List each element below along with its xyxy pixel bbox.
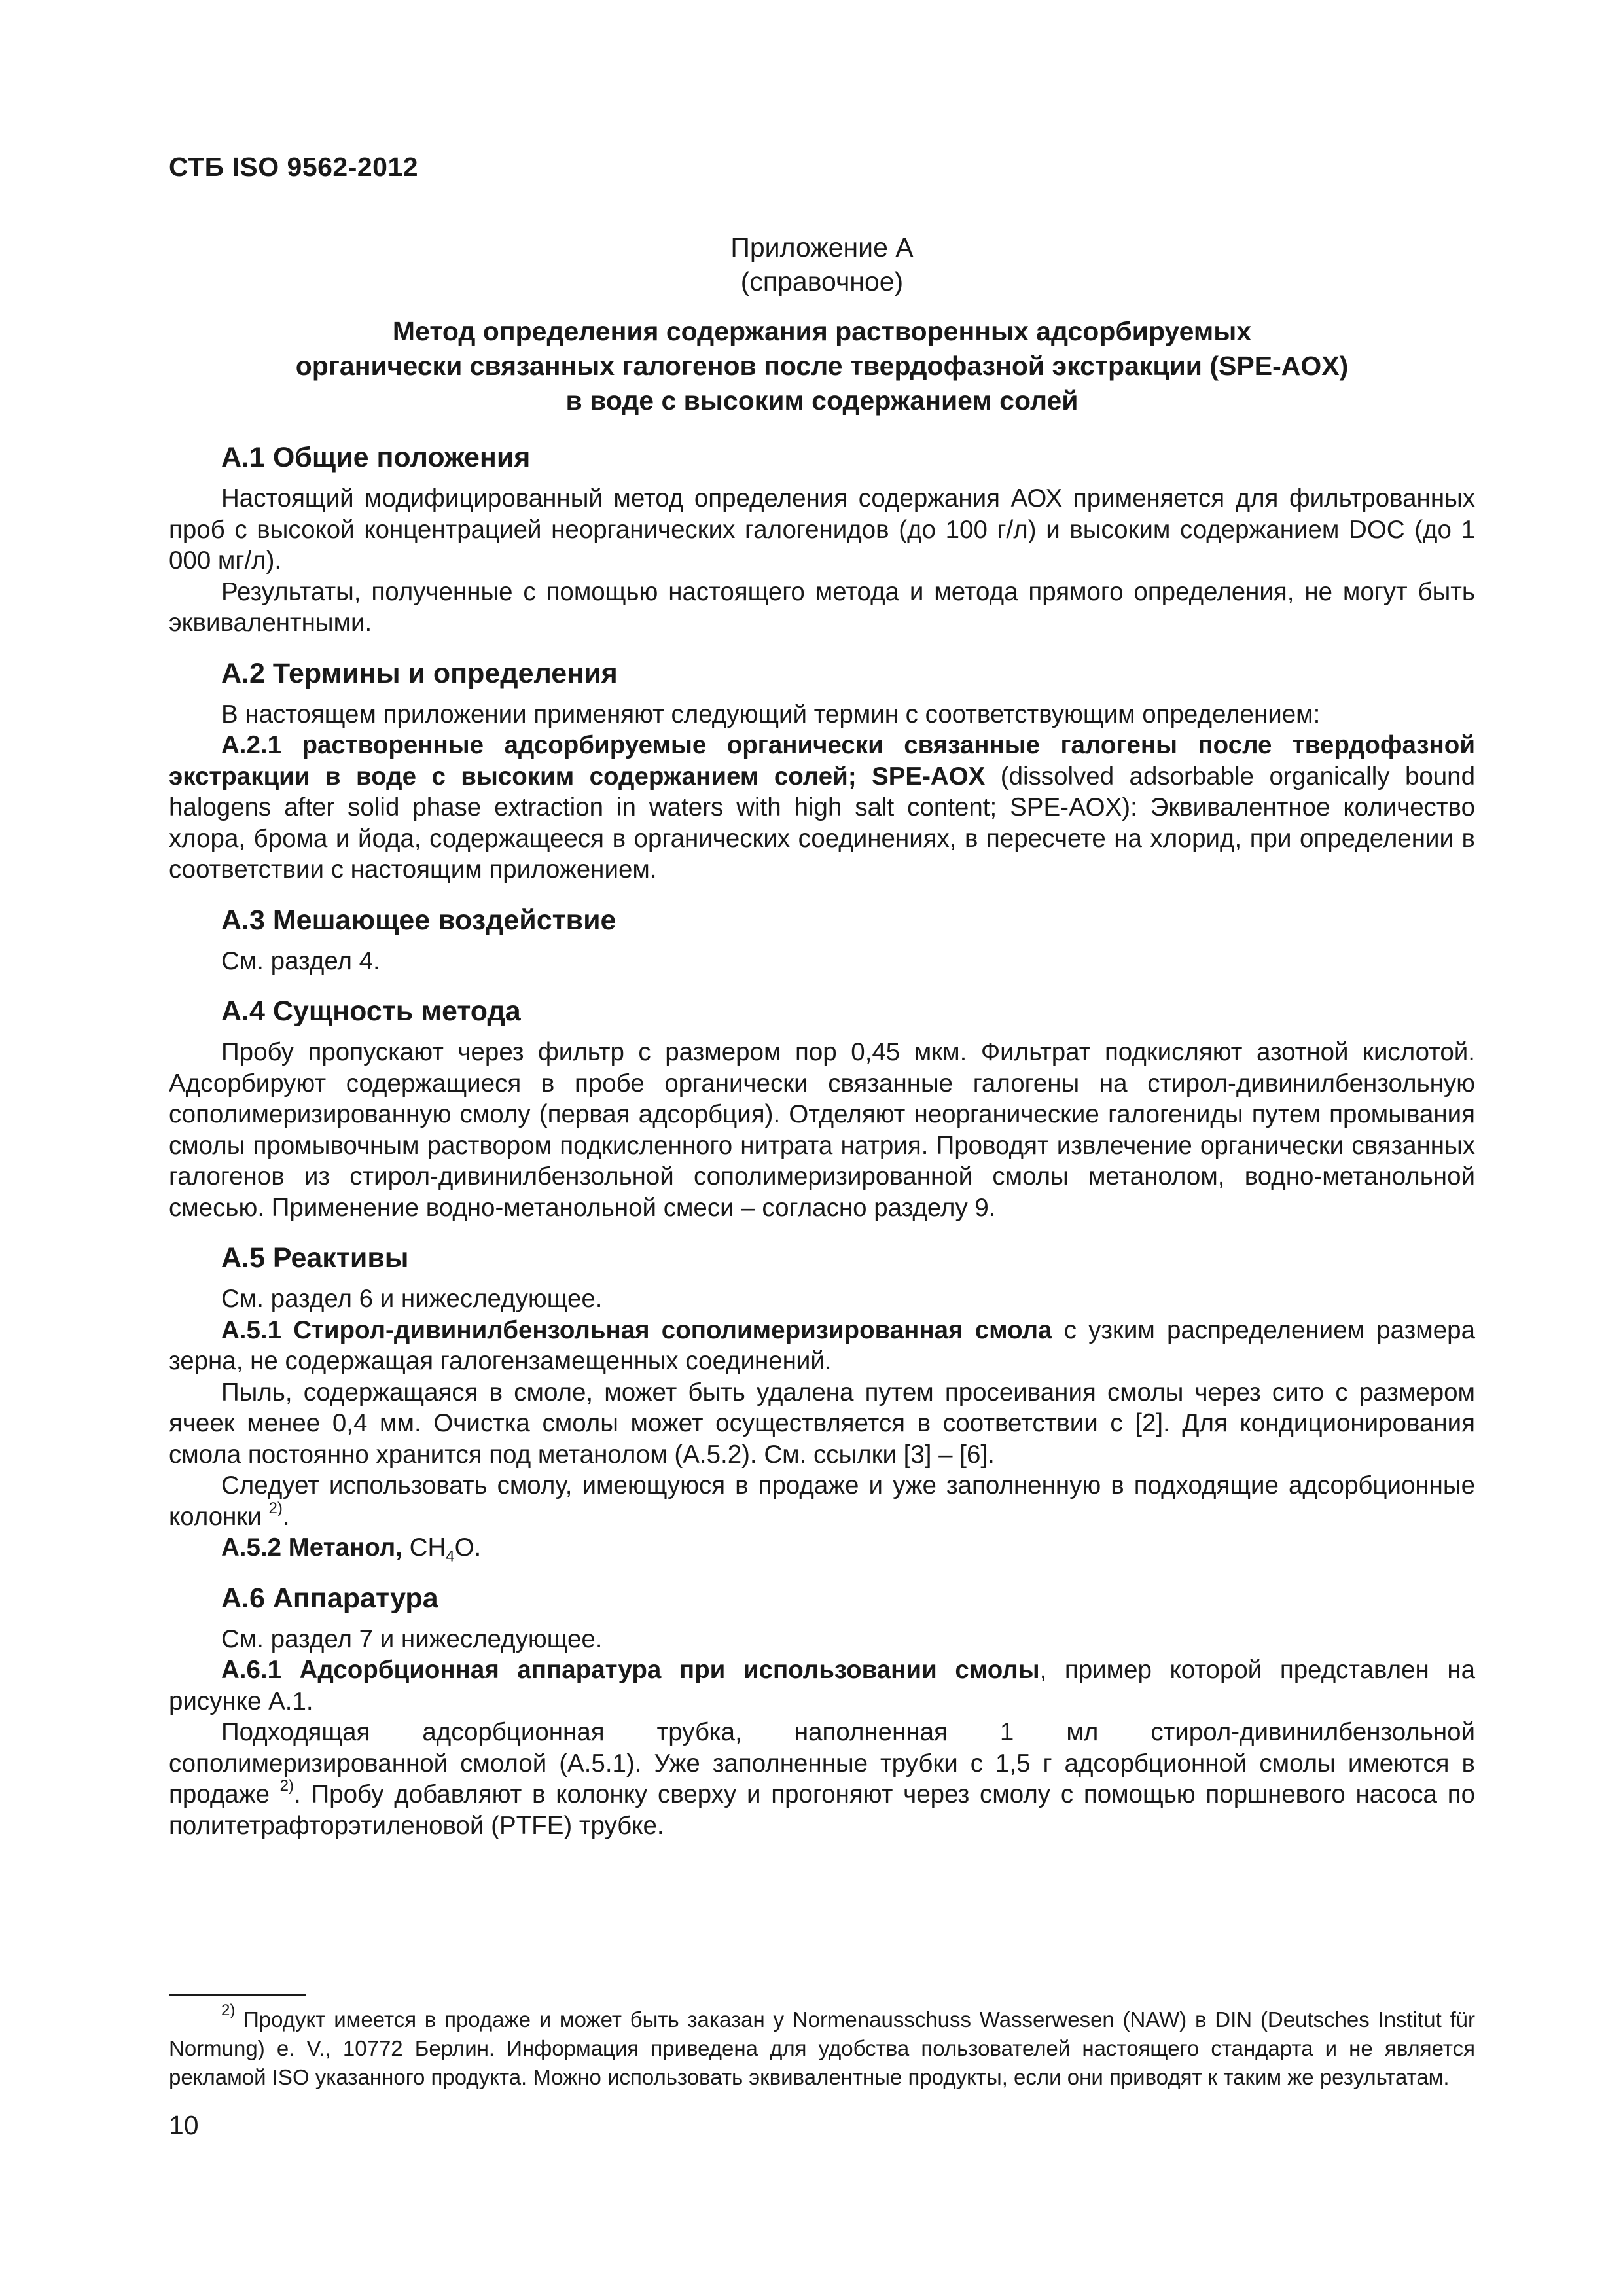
formula-part: CH	[402, 1534, 446, 1562]
annex-status: (справочное)	[740, 266, 904, 296]
clause-a5-1	[169, 1315, 1475, 1377]
paragraph: Результаты, полученные с помощью настоящего метода и метода прямого определения, не могут быть эквивалентными.	[169, 577, 1475, 637]
clause-a6-1	[169, 1655, 1475, 1717]
clause-a5-2	[169, 1532, 1475, 1564]
paragraph: См. раздел 6 и нижеследующее.	[221, 1285, 603, 1313]
formula-part: O.	[454, 1534, 482, 1562]
footnote	[169, 2001, 1475, 2092]
paragraph	[169, 1470, 1475, 1532]
paragraph: Пыль, содержащаяся в смоле, может быть удалена путем просеивания смолы через сито с размером ячеек менее 0,4 мм. Очистка смолы может осуществляется в соответствии с [2]. Для кондиционирования смола постоянно хранится под метанолом (А.5.2). См. ссылки [3] – [6].	[169, 1378, 1475, 1469]
paragraph-end: .	[282, 1502, 290, 1531]
annex-label: Приложение А	[730, 232, 914, 262]
section-heading-a1: А.1 Общие положения	[221, 442, 531, 473]
section-heading-a4: А.4 Сущность метода	[221, 996, 521, 1027]
paragraph-end: . Пробу добавляют в колонку сверху и прогоняют через смолу с помощью поршневого насоса по политетрафторэтиленовой (PTFE) трубке.	[169, 1780, 1475, 1840]
page-number: 10	[169, 2110, 199, 2140]
clause-a5-1-text: с узким распределением размера зерна, не содержащая галогензамещенных соединений.	[169, 1316, 1475, 1375]
clause-a6-1-title: А.6.1 Адсорбционная аппаратура при использовании смолы	[221, 1656, 1040, 1684]
clause-a6-1-text: , пример которой представлен на рисунке А.1.	[169, 1656, 1475, 1715]
term-name: А.2.1 растворенные адсорбируемые органически связанные галогены после твердофазной экстракции в воде с высоким содержанием солей; SPE-AOX	[169, 731, 1475, 791]
annex-title-line: Метод определения содержания растворенных адсорбируемых	[392, 316, 1252, 346]
section-heading-a2: А.2 Термины и определения	[221, 657, 618, 689]
paragraph: См. раздел 4.	[221, 946, 380, 975]
document-header-id: СТБ ISO 9562-2012	[169, 152, 419, 182]
term-definition	[169, 730, 1475, 886]
annex-title-line: в воде с высоким содержанием солей	[565, 386, 1079, 416]
footnote-reference: 2)	[268, 1499, 283, 1517]
paragraph-text: Подходящая адсорбционная трубка, наполненная 1 мл стирол-дивинилбензольной сополимеризированной смолой (А.5.1). Уже заполненные трубки с 1,5 г адсорбционной смолы имеются в продаже	[169, 1718, 1475, 1808]
footnote-mark: 2)	[221, 2001, 236, 2019]
annex-heading	[169, 230, 1475, 298]
section-heading-a6: А.6 Аппаратура	[221, 1582, 438, 1614]
footnote-text: Продукт имеется в продаже и может быть заказан у Normenausschuss Wasserwesen (NAW) в DIN (Deutsches Institut für Normung) e. V., 10772 Берлин. Информация приведена для удобства пользователей настоящего стандарта и не является рекламой ISO указанного продукта. Можно использовать эквивалентные продукты, если они приводят к таким же результатам.	[169, 2007, 1475, 2089]
section-heading-a5: А.5 Реактивы	[221, 1242, 409, 1274]
paragraph: В настоящем приложении применяют следующий термин с соответствующим определением:	[221, 700, 1321, 728]
formula-subscript: 4	[446, 1547, 455, 1566]
annex-title	[169, 314, 1475, 418]
footnote-reference: 2)	[279, 1777, 294, 1795]
paragraph-text: Следует использовать смолу, имеющуюся в продаже и уже заполненную в подходящие адсорбционные колонки	[169, 1471, 1475, 1531]
footnote-separator	[169, 1994, 306, 1996]
paragraph: Настоящий модифицированный метод определения содержания АОХ применяется для фильтрованных проб с высокой концентрацией неорганических галогенидов (до 100 г/л) и высоким содержанием DOC (до 1 000 мг/л).	[169, 484, 1475, 575]
annex-title-line: органически связанных галогенов после твердофазной экстракции (SPE-AOX)	[295, 351, 1349, 381]
paragraph: Пробу пропускают через фильтр с размером пор 0,45 мкм. Фильтрат подкисляют азотной кислотой. Адсорбируют содержащиеся в пробе органически связанные галогены на стирол-дивинилбензольную сополимеризированную смолу (первая адсорбция). Отделяют неорганические галогениды путем промывания смолы промывочным раствором подкисленного нитрата натрия. Проводят извлечение органически связанных галогенов из стирол-дивинилбензольной сополимеризированной смолы метанолом, водно-метанольной смесью. Применение водно-метанольной смеси – согласно разделу 9.	[169, 1038, 1475, 1222]
clause-a5-2-title: А.5.2 Метанол,	[221, 1534, 402, 1562]
document-body	[169, 440, 1475, 1841]
clause-a5-1-title: А.5.1 Стирол-дивинилбензольная сополимеризированная смола	[221, 1316, 1052, 1344]
document-page	[169, 0, 1475, 2296]
paragraph: См. раздел 7 и нижеследующее.	[221, 1624, 603, 1653]
section-heading-a3: А.3 Мешающее воздействие	[221, 904, 616, 936]
term-text: (dissolved adsorbable organically bound halogens after solid phase extraction in waters with high salt content; SPE-AOX): Эквивалентное количество хлора, брома и йода, содержащееся в органических соединениях, в пересчете на хлорид, при определении в соответствии с настоящим приложением.	[169, 762, 1476, 884]
paragraph	[169, 1717, 1475, 1841]
